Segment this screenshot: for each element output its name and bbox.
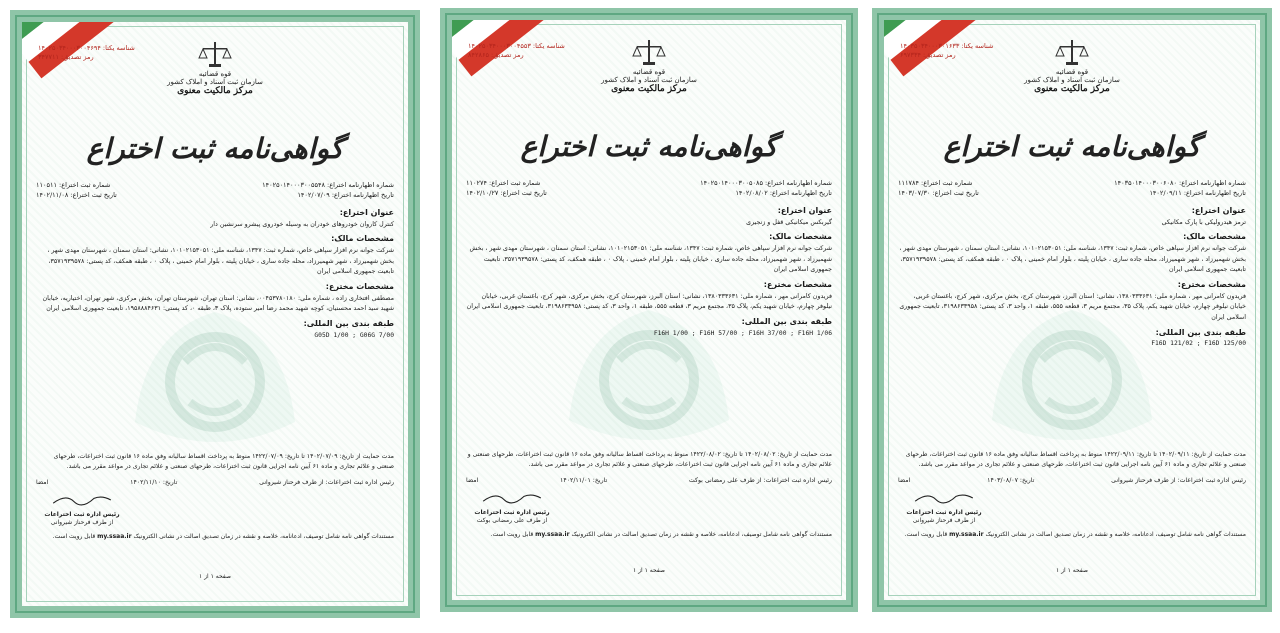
inventor-text: مصطفی افتخاری زاده ، شماره ملی: ۰۰۴۵۳۷۸۰۱۸۰، نشانی: استان تهران، شهرستان تهران، بخش مرکزی، شهر تهران، اختیاریه، خیابان شهید سید احمد محسنیان، کوچه شهید محمد رضا امیر ستوده، پلاک ۳، طبقه ۰، کد پستی: ۱۹۵۸۸۸۴۶۳۱، تابعیت جمهوری اسلامی ایران	[42, 294, 394, 313]
note-end: قابل رویت است.	[52, 533, 96, 540]
owner-text: شرکت جوانه نرم افزار سپاهی خاص، شماره ثبت: ۱۳۴۷، شناسه ملی: ۱۰۱۰۲۱۵۳۰۵۱، نشانی: استان سمنان ، شهرستان مهدی شهر ، بخش شهمیرزاد ، شهر شهمیرزاد، محله جاده ساری ، خیابان پلیته ، بلوار امام خمینی ، پلاک ۰ ، طبقه همکف، کد پستی: ۳۵۷۱۹۳۹۵۷۸، تابعیت جمهوری اسلامی ایران	[469, 244, 832, 274]
decl-no-label: شماره اظهارنامه اختراع:	[765, 179, 832, 187]
inventor-text: فریدون کامرانی مهر ، شماره ملی: ۱۳۸۰۳۳۳۶۳۱، نشانی: استان البرز، شهرستان کرج، بخش مرکزی، شهر کرج، باغستان غربی، خیابان نیلوفر چهارم، خیابان شهید یکم، پلاک ۳۵، مجتمع مریم ۳، قطعه ۵۵۵، طبقه ۱، واحد ۳، کد پستی: ۳۱۹۸۶۳۳۹۵۸، تابعیت جمهوری اسلامی ایران	[466, 292, 832, 311]
org-line-1: سازمان ثبت اسناد و املاک کشور	[601, 76, 697, 85]
page-number: صفحه ۱ از ۱	[1056, 567, 1088, 574]
judiciary-emblem-icon	[195, 40, 235, 70]
sig-caption: رئیس اداره ثبت اختراعات	[44, 510, 120, 518]
signature-block	[904, 490, 984, 524]
judiciary-emblem-icon	[629, 38, 669, 68]
decl-date-label: تاریخ اظهارنامه اختراع:	[331, 191, 394, 200]
certificate-title: گواهی‌نامه ثبت اختراع	[520, 130, 778, 163]
tracking-value: ۱۴۰۲۵۰۳۴۰۰۰۳۰۰۴۵۵۳	[468, 42, 531, 50]
reg-no-label: شماره ثبت اختراع:	[59, 181, 111, 189]
class-label: طبقه بندی بین المللی:	[1155, 327, 1246, 337]
owner-text: شرکت جوانه نرم افزار سپاهی خاص، شماره ثبت: ۱۳۴۷، شناسه ملی: ۱۰۱۰۲۱۵۳۰۵۱، نشانی: استان سمنان ، شهرستان مهدی شهر ، بخش شهمیرزاد ، شهر شهمیرزاد، محله جاده ساری ، خیابان پلیته ، بلوار امام خمینی ، پلاک ۰ ، طبقه همکف، کد پستی: ۳۵۷۱۹۳۹۵۷۸، تابعیت جمهوری اسلامی ایران	[899, 244, 1246, 274]
org-line-2: مرکز مالکیت معنوی	[177, 86, 253, 97]
code-label: رمز تصدیق:	[491, 51, 524, 60]
code-value: ۸۴۲۸۶۵	[468, 51, 489, 60]
certificate-body	[466, 202, 832, 339]
certificate-body	[36, 204, 394, 341]
org-line-1: سازمان ثبت اسناد و املاک کشور	[1024, 76, 1120, 85]
tracking-value: ۱۴۰۳۵۰۳۴۰۰۰۳۰۱۶۳۳	[900, 42, 960, 50]
certificate-title: گواهی‌نامه ثبت اختراع	[86, 132, 344, 165]
organization-block	[997, 68, 1147, 94]
certificate-ids	[900, 42, 993, 60]
reg-no: ۱۱۱۷۸۴	[898, 179, 919, 187]
invention-title: ترمز هیدرولیکی با پارک مکانیکی	[1161, 218, 1246, 226]
note-text: مستندات گواهی نامه شامل توصیف، ادعانامه، خلاصه و نقشه در زمان تصدیق اصالت در نشانی الکترونیک	[133, 533, 394, 540]
invention-label: عنوان اختراع:	[339, 208, 394, 217]
decl-date-label: تاریخ اظهارنامه اختراع:	[769, 189, 832, 198]
dept-name: قوه قضائیه	[1055, 68, 1089, 76]
certificate-3	[872, 8, 1272, 612]
certificate-ids	[38, 44, 135, 62]
decl-no: ۱۴۰۳۵۰۱۴۰۰۰۳۰۰۶۰۸۰	[1114, 179, 1177, 187]
note-end: قابل رویت است.	[490, 531, 534, 538]
organization-block	[140, 70, 290, 96]
verification-note	[466, 530, 832, 540]
verification-note	[898, 530, 1246, 540]
decl-no-label: شماره اظهارنامه اختراع:	[1179, 179, 1246, 187]
date-label: تاریخ:	[162, 478, 178, 486]
chief-label: رئیس اداره ثبت اختراعات:	[763, 476, 832, 484]
owner-text: شرکت جوانه نرم افزار سپاهی خاص، شماره ثبت: ۱۳۴۷، شناسه ملی: ۱۰۱۰۲۱۵۳۰۵۱، نشانی: استان سمنان ، شهرستان مهدی شهر ، بخش شهمیرزاد ، شهر شهمیرزاد، محله جاده ساری ، خیابان پلیته ، بلوار امام خمینی ، پلاک ۰ ، طبقه همکف، کد پستی: ۳۵۷۱۹۳۹۵۷۸، تابعیت جمهوری اسلامی ایران	[47, 246, 394, 276]
note-end: قابل رویت است.	[904, 531, 948, 538]
reg-date-label: تاریخ ثبت اختراع:	[500, 189, 547, 198]
reg-no-label: شماره ثبت اختراع:	[489, 179, 541, 187]
chief-name: از طرف فرحناز شیروانی	[259, 478, 324, 486]
invention-title: کنترل کاروان خودروهای خودران به وسیله خودروی پیشرو سرنشین دار	[210, 220, 394, 228]
code-value: ۶۹۷۳۳۴	[900, 51, 921, 60]
reg-no-label: شماره ثبت اختراع:	[921, 179, 973, 187]
meta-block	[466, 178, 832, 199]
decl-date: ۱۴۰۲/۰۹/۱۱	[1149, 189, 1182, 198]
decl-no-label: شماره اظهارنامه اختراع:	[327, 181, 394, 189]
chief-name: از طرف علی رمضانی بوکت	[688, 476, 762, 484]
dept-name: قوه قضائیه	[632, 68, 666, 76]
note-text: مستندات گواهی نامه شامل توصیف، ادعانامه، خلاصه و نقشه در زمان تصدیق اصالت در نشانی الکترونیک	[985, 531, 1246, 538]
chief-label: رئیس اداره ثبت اختراعات:	[325, 478, 394, 486]
decl-no: ۱۴۰۲۵۰۱۴۰۰۰۳۰۰۵۰۸۵	[700, 179, 763, 187]
date-label: تاریخ:	[1019, 476, 1035, 484]
owner-label: مشخصات مالک:	[769, 232, 832, 242]
sign-label: امضا	[36, 478, 49, 486]
protection-footer	[898, 450, 1246, 486]
protection-text: مدت حمایت از تاریخ: ۱۴۰۲/۰۹/۱۱ تا تاریخ: ۱۴۲۲/۰۹/۱۱ منوط به پرداخت اقساط سالیانه وفق ماده ۱۶ قانون ثبت اختراعات، طرحهای صنعتی و علائم تجاری و ماده ۶۱ آیین نامه اجرایی قانون ثبت اختراعات، طرحهای صنعتی و علائم تجاری در مواعد مقرر می باشد.	[905, 451, 1246, 468]
code-value: ۳۴۷۷۱۱	[38, 53, 59, 62]
signature-icon	[477, 490, 547, 506]
chief-label: رئیس اداره ثبت اختراعات:	[1177, 476, 1246, 484]
protection-text: مدت حمایت از تاریخ: ۱۴۰۲/۰۷/۰۹ تا تاریخ: ۱۴۲۲/۰۷/۰۹ منوط به پرداخت اقساط سالیانه وفق ماده ۱۶ قانون ثبت اختراعات، طرحهای صنعتی و علائم تجاری و ماده ۶۱ آیین نامه اجرایی قانون ثبت اختراعات، طرحهای صنعتی و علائم تجاری در مواعد مقرر می باشد.	[53, 453, 394, 470]
date-label: تاریخ:	[592, 476, 608, 484]
signature-block	[472, 490, 552, 524]
protection-text: مدت حمایت از تاریخ: ۱۴۰۲/۰۸/۰۲ تا تاریخ: ۱۴۲۲/۰۸/۰۲ منوط به پرداخت اقساط سالیانه وفق ماده ۱۶ قانون ثبت اختراعات، طرحهای صنعتی و علائم تجاری و ماده ۶۱ آیین نامه اجرایی قانون ثبت اختراعات، طرحهای صنعتی و علائم تجاری در مواعد مقرر می باشد.	[467, 451, 832, 468]
org-line-1: سازمان ثبت اسناد و املاک کشور	[167, 78, 263, 87]
organization-block	[574, 68, 724, 94]
site-link[interactable]: my.ssaa.ir	[97, 533, 132, 540]
signature-icon	[47, 492, 117, 508]
tracking-value: ۱۴۰۲۵۰۳۴۰۰۰۳۰۰۴۶۹۴	[38, 44, 101, 52]
reg-date-label: تاریخ ثبت اختراع:	[932, 189, 979, 198]
inventor-label: مشخصات مخترع:	[325, 282, 394, 291]
decl-date: ۱۴۰۲/۰۸/۰۲	[735, 189, 768, 198]
sig-sub: از طرف علی رمضانی بوکت	[476, 516, 548, 524]
verification-note	[36, 532, 394, 542]
dept-name: قوه قضائیه	[198, 70, 232, 78]
signature-icon	[909, 490, 979, 506]
class-value: F16D 121/02 ; F16D 125/00	[1151, 340, 1246, 348]
inventor-label: مشخصات مخترع:	[1177, 280, 1246, 289]
judiciary-emblem-icon	[1052, 38, 1092, 68]
chief-name: از طرف فرحناز شیروانی	[1111, 476, 1176, 484]
decl-no: ۱۴۰۲۵۰۱۴۰۰۰۳۰۰۵۵۴۸	[262, 181, 325, 189]
invention-title: گیربکس میکانیکی قفل و زنجیری	[746, 218, 832, 226]
sign-label: امضا	[898, 476, 911, 484]
certificate-body	[898, 202, 1246, 350]
org-line-2: مرکز مالکیت معنوی	[1034, 84, 1110, 95]
date-value: ۱۴۰۲/۱۱/۰۱	[560, 476, 591, 484]
certificate-1	[10, 10, 420, 618]
date-value: ۱۴۰۲/۱۱/۱۰	[130, 478, 161, 486]
reg-date: ۱۴۰۳/۰۷/۳۰	[898, 189, 931, 198]
protection-footer	[36, 452, 394, 488]
class-label: طبقه بندی بین المللی:	[741, 317, 832, 326]
inventor-label: مشخصات مخترع:	[763, 280, 832, 289]
site-link[interactable]: my.ssaa.ir	[535, 531, 570, 538]
class-label: طبقه بندی بین المللی:	[303, 319, 394, 328]
owner-label: مشخصات مالک:	[1183, 232, 1246, 242]
sig-caption: رئیس اداره ثبت اختراعات	[474, 508, 550, 516]
reg-date: ۱۴۰۲/۱۱/۰۸	[36, 191, 69, 200]
decl-date: ۱۴۰۲/۰۷/۰۹	[297, 191, 330, 200]
class-value: G05D 1/00 ; G06G 7/00	[314, 331, 394, 339]
reg-date-label: تاریخ ثبت اختراع:	[70, 191, 117, 200]
page-number: صفحه ۱ از ۱	[633, 567, 665, 574]
site-link[interactable]: my.ssaa.ir	[949, 531, 984, 538]
protection-footer	[466, 450, 832, 486]
certificate-title: گواهی‌نامه ثبت اختراع	[943, 130, 1201, 163]
reg-no: ۱۱۰۵۱۱	[36, 181, 57, 189]
invention-label: عنوان اختراع:	[1191, 206, 1246, 215]
meta-block	[898, 178, 1246, 199]
reg-no: ۱۱۰۲۷۴	[466, 179, 487, 187]
certificate-2	[440, 8, 858, 612]
class-value: F16H 1/00 ; F16H 57/00 ; F16H 37/00 ; F16H 1/06	[653, 329, 832, 337]
code-label: رمز تصدیق:	[923, 51, 956, 60]
org-line-2: مرکز مالکیت معنوی	[611, 84, 687, 95]
tracking-label: شناسه یکتا:	[532, 42, 565, 50]
sig-sub: از طرف فرحناز شیروانی	[50, 518, 114, 526]
decl-date-label: تاریخ اظهارنامه اختراع:	[1183, 189, 1246, 198]
reg-date: ۱۴۰۲/۱۰/۲۷	[466, 189, 499, 198]
sign-label: امضا	[466, 476, 479, 484]
code-label: رمز تصدیق:	[61, 53, 94, 62]
signature-block	[42, 492, 122, 526]
inventor-text: فریدون کامرانی مهر ، شماره ملی: ۱۳۸۰۳۳۳۶۳۱، نشانی: استان البرز، شهرستان کرج، بخش مرکزی، شهر کرج، باغستان غربی، خیابان نیلوفر چهارم، خیابان شهید یکم، پلاک ۳۵، مجتمع مریم ۳، قطعه ۵۵۵، طبقه ۱، واحد ۳، کد پستی: ۳۱۹۸۶۳۳۹۵۸، تابعیت جمهوری اسلامی ایران	[899, 292, 1246, 321]
page-number: صفحه ۱ از ۱	[199, 573, 231, 580]
tracking-label: شناسه یکتا:	[102, 44, 135, 52]
certificate-ids	[468, 42, 565, 60]
sig-caption: رئیس اداره ثبت اختراعات	[906, 508, 982, 516]
meta-block	[36, 180, 394, 201]
sig-sub: از طرف فرحناز شیروانی	[912, 516, 976, 524]
owner-label: مشخصات مالک:	[331, 234, 394, 244]
tracking-label: شناسه یکتا:	[961, 42, 994, 50]
note-text: مستندات گواهی نامه شامل توصیف، ادعانامه، خلاصه و نقشه در زمان تصدیق اصالت در نشانی الکترونیک	[571, 531, 832, 538]
invention-label: عنوان اختراع:	[777, 206, 832, 215]
date-value: ۱۴۰۳/۰۸/۰۷	[987, 476, 1018, 484]
